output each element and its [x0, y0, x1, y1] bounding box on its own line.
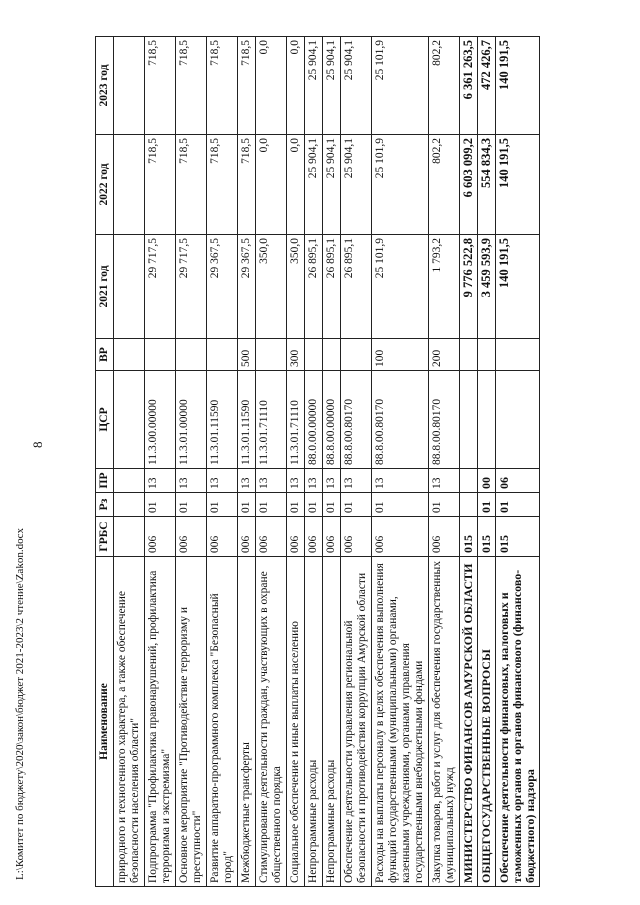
cell-2021: 29 717,5 — [176, 235, 207, 339]
cell-pr: 13 — [429, 469, 460, 493]
cell-rz: 01 — [341, 493, 372, 517]
cell-2022: 554 834,3 — [478, 135, 496, 235]
cell-pr: 13 — [256, 469, 287, 493]
table-row — [305, 37, 323, 887]
cell-vr — [176, 339, 207, 371]
cell-name: Развитие аппаратно-программного комплекса "Безопасный город" — [207, 557, 238, 887]
cell-csr: 11.3.01.11590 — [238, 371, 256, 469]
cell-2023: 25 101,9 — [372, 37, 429, 135]
cell-2022: 718,5 — [176, 135, 207, 235]
cell-2023: 25 904,1 — [341, 37, 372, 135]
cell-2023: 718,5 — [176, 37, 207, 135]
cell-pr: 13 — [305, 469, 323, 493]
cell-pr: 13 — [287, 469, 305, 493]
cell-csr: 88.8.00.80170 — [429, 371, 460, 469]
cell-rz: 01 — [305, 493, 323, 517]
cell-2023: 0,0 — [256, 37, 287, 135]
cell-grbs: 006 — [238, 517, 256, 557]
cell-vr — [305, 339, 323, 371]
cell-pr — [460, 469, 478, 493]
cell-2023 — [114, 37, 145, 135]
cell-2022: 25 904,1 — [323, 135, 341, 235]
cell-csr: 11.3.01.71110 — [287, 371, 305, 469]
cell-vr — [323, 339, 341, 371]
cell-csr: 88.8.00.00000 — [323, 371, 341, 469]
table-row — [207, 37, 238, 887]
rotated-page-content — [95, 37, 615, 887]
cell-pr: 13 — [238, 469, 256, 493]
cell-csr: 11.3.01.71110 — [256, 371, 287, 469]
header-2023: 2023 год — [96, 37, 114, 135]
cell-name: Стимулирование деятельности граждан, участвующих в охране общественного порядка — [256, 557, 287, 887]
cell-2023: 472 426,7 — [478, 37, 496, 135]
table-body — [114, 37, 540, 887]
header-name: Наименование — [96, 557, 114, 887]
cell-grbs: 006 — [372, 517, 429, 557]
cell-2021: 29 367,5 — [238, 235, 256, 339]
cell-name: природного и техногенного характера, а также обеспечение безопасности населения области" — [114, 557, 145, 887]
cell-csr — [478, 371, 496, 469]
cell-vr — [114, 339, 145, 371]
cell-rz: 01 — [323, 493, 341, 517]
table-header-row — [96, 37, 114, 887]
cell-pr: 13 — [341, 469, 372, 493]
cell-rz: 01 — [176, 493, 207, 517]
cell-rz: 01 — [478, 493, 496, 517]
cell-2021: 26 895,1 — [341, 235, 372, 339]
footer-file-path: L:\Комитет по бюджету\2020\закон\бюджет 2021-2023\2 чтение\Zakon.docx — [14, 528, 26, 880]
cell-rz: 01 — [287, 493, 305, 517]
cell-pr: 00 — [478, 469, 496, 493]
cell-name: Обеспечение деятельности управления региональной безопасности и противодействия коррупции Амурской области — [341, 557, 372, 887]
cell-grbs: 006 — [323, 517, 341, 557]
cell-grbs — [114, 517, 145, 557]
cell-pr: 13 — [145, 469, 176, 493]
cell-name: ОБЩЕГОСУДАРСТВЕННЫЕ ВОПРОСЫ — [478, 557, 496, 887]
cell-2022: 0,0 — [287, 135, 305, 235]
cell-2021: 1 793,2 — [429, 235, 460, 339]
cell-csr: 88.0.00.00000 — [305, 371, 323, 469]
cell-2022: 25 904,1 — [305, 135, 323, 235]
cell-grbs: 015 — [478, 517, 496, 557]
cell-2022: 718,5 — [238, 135, 256, 235]
cell-name: Непрограммные расходы — [323, 557, 341, 887]
cell-name: Социальное обеспечение и иные выплаты населению — [287, 557, 305, 887]
cell-2022: 802,2 — [429, 135, 460, 235]
cell-2022 — [114, 135, 145, 235]
table-row — [429, 37, 460, 887]
cell-2021: 3 459 593,9 — [478, 235, 496, 339]
cell-name: Закупка товаров, работ и услуг для обеспечения государственных (муниципальных) нужд — [429, 557, 460, 887]
cell-rz: 01 — [256, 493, 287, 517]
cell-vr — [478, 339, 496, 371]
cell-csr — [460, 371, 478, 469]
cell-rz: 01 — [238, 493, 256, 517]
cell-2023: 25 904,1 — [305, 37, 323, 135]
cell-2022: 6 603 099,2 — [460, 135, 478, 235]
cell-grbs: 006 — [429, 517, 460, 557]
table-row — [114, 37, 145, 887]
cell-name: Межбюджетные трансферты — [238, 557, 256, 887]
cell-2021: 26 895,1 — [323, 235, 341, 339]
cell-2021: 140 191,5 — [496, 235, 540, 339]
cell-2022: 718,5 — [145, 135, 176, 235]
cell-pr — [114, 469, 145, 493]
cell-name: Расходы на выплаты персоналу в целях обеспечения выполнения функций государственными (муниципальными) органами, казенными учреждениями, органами управления государственными внебюджетными фондами — [372, 557, 429, 887]
cell-csr: 11.3.00.00000 — [145, 371, 176, 469]
cell-2021: 350,0 — [287, 235, 305, 339]
cell-2023: 718,5 — [238, 37, 256, 135]
cell-name: Обеспечение деятельности финансовых, налоговых и таможенных органов и органов финансового (финансово-бюджетного) надзора — [496, 557, 540, 887]
table-row — [145, 37, 176, 887]
table-row — [287, 37, 305, 887]
cell-vr — [145, 339, 176, 371]
header-csr: ЦСР — [96, 371, 114, 469]
cell-2022: 25 101,9 — [372, 135, 429, 235]
table-row — [323, 37, 341, 887]
cell-2021: 25 101,9 — [372, 235, 429, 339]
cell-grbs: 006 — [256, 517, 287, 557]
table-row — [372, 37, 429, 887]
cell-2021: 29 717,5 — [145, 235, 176, 339]
cell-2021: 26 895,1 — [305, 235, 323, 339]
cell-csr: 88.8.00.80170 — [341, 371, 372, 469]
table-row — [460, 37, 478, 887]
cell-name: Подпрограмма "Профилактика правонарушений, профилактика терроризма и экстремизма" — [145, 557, 176, 887]
cell-grbs: 015 — [460, 517, 478, 557]
cell-2023: 802,2 — [429, 37, 460, 135]
cell-vr — [256, 339, 287, 371]
cell-grbs: 006 — [207, 517, 238, 557]
cell-pr: 06 — [496, 469, 540, 493]
cell-2023: 6 361 263,5 — [460, 37, 478, 135]
cell-rz — [114, 493, 145, 517]
cell-csr: 11.3.01.00000 — [176, 371, 207, 469]
cell-vr: 300 — [287, 339, 305, 371]
cell-rz: 01 — [207, 493, 238, 517]
cell-pr: 13 — [372, 469, 429, 493]
cell-vr — [207, 339, 238, 371]
cell-rz: 01 — [496, 493, 540, 517]
cell-2022: 25 904,1 — [341, 135, 372, 235]
header-vr: ВР — [96, 339, 114, 371]
cell-2023: 140 191,5 — [496, 37, 540, 135]
cell-grbs: 006 — [305, 517, 323, 557]
cell-vr — [460, 339, 478, 371]
cell-vr — [341, 339, 372, 371]
cell-2023: 718,5 — [207, 37, 238, 135]
table-row — [341, 37, 372, 887]
cell-rz: 01 — [145, 493, 176, 517]
cell-2021: 350,0 — [256, 235, 287, 339]
cell-grbs: 006 — [341, 517, 372, 557]
cell-2021: 29 367,5 — [207, 235, 238, 339]
table-row — [176, 37, 207, 887]
cell-rz — [460, 493, 478, 517]
cell-2023: 0,0 — [287, 37, 305, 135]
cell-csr — [114, 371, 145, 469]
cell-name: Основное мероприятие "Противодействие терроризму и преступности" — [176, 557, 207, 887]
header-grbs: ГРБС — [96, 517, 114, 557]
table-row — [496, 37, 540, 887]
cell-2023: 25 904,1 — [323, 37, 341, 135]
cell-2021: 9 776 522,8 — [460, 235, 478, 339]
table-row — [238, 37, 256, 887]
cell-csr: 11.3.01.11590 — [207, 371, 238, 469]
cell-grbs: 015 — [496, 517, 540, 557]
header-pr: ПР — [96, 469, 114, 493]
cell-name: МИНИСТЕРСТВО ФИНАНСОВ АМУРСКОЙ ОБЛАСТИ — [460, 557, 478, 887]
cell-grbs: 006 — [287, 517, 305, 557]
cell-2022: 140 191,5 — [496, 135, 540, 235]
cell-pr: 13 — [323, 469, 341, 493]
cell-2022: 0,0 — [256, 135, 287, 235]
cell-vr: 200 — [429, 339, 460, 371]
page-number: 8 — [30, 441, 45, 448]
header-2022: 2022 год — [96, 135, 114, 235]
cell-vr: 100 — [372, 339, 429, 371]
header-2021: 2021 год — [96, 235, 114, 339]
table-row — [478, 37, 496, 887]
cell-pr: 13 — [207, 469, 238, 493]
header-rz: Рз — [96, 493, 114, 517]
cell-name: Непрограммные расходы — [305, 557, 323, 887]
cell-pr: 13 — [176, 469, 207, 493]
cell-csr: 88.8.00.80170 — [372, 371, 429, 469]
cell-grbs: 006 — [145, 517, 176, 557]
cell-grbs: 006 — [176, 517, 207, 557]
cell-vr — [496, 339, 540, 371]
cell-vr: 500 — [238, 339, 256, 371]
table-row — [256, 37, 287, 887]
cell-rz: 01 — [372, 493, 429, 517]
cell-2021 — [114, 235, 145, 339]
cell-2023: 718,5 — [145, 37, 176, 135]
cell-rz: 01 — [429, 493, 460, 517]
cell-2022: 718,5 — [207, 135, 238, 235]
cell-csr — [496, 371, 540, 469]
budget-table — [95, 36, 540, 887]
